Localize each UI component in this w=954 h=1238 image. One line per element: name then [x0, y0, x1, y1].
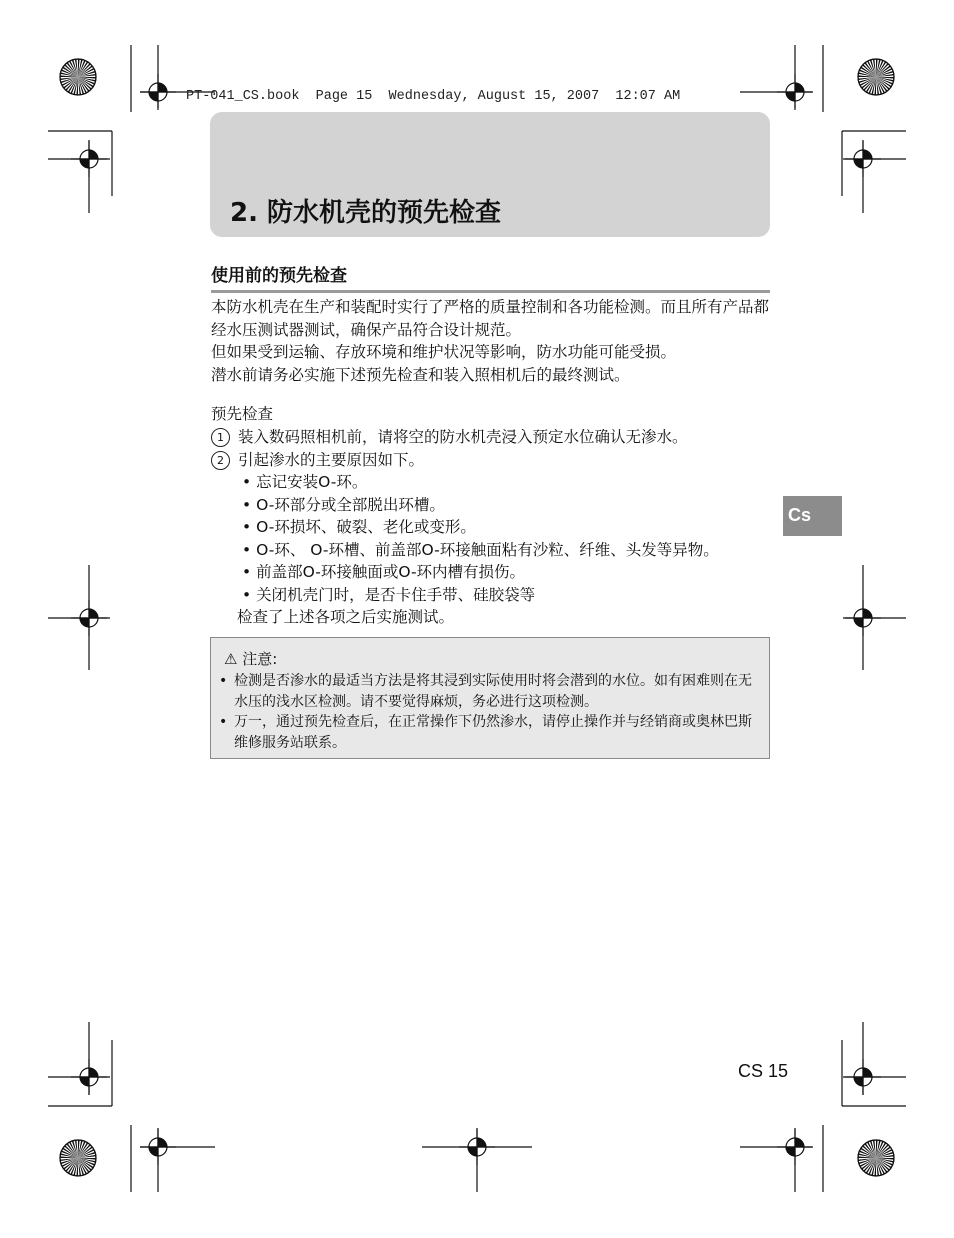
registration-mark-fill — [854, 159, 863, 168]
bullet: • — [242, 540, 252, 559]
book-header-line: PT-041_CS.book Page 15 Wednesday, August 15, 2007 12:07 AM — [186, 89, 681, 104]
chapter-number: 2. — [230, 198, 258, 228]
registration-mark-fill — [158, 83, 167, 92]
leak-cause-item — [211, 539, 781, 562]
bullet: • — [242, 495, 252, 514]
page-number: CS 15 — [738, 1061, 789, 1081]
step-number-marker: 1 — [211, 428, 230, 447]
registration-mark-fill — [795, 83, 804, 92]
registration-mark-fill — [158, 1138, 167, 1147]
caution-item-text: 检测是否渗水的最适当方法是将其浸到实际使用时将会潜到的水位。如有困难则在无水压的浅水区检测。请不要觉得麻烦，务必进行这项检测。 — [234, 673, 752, 710]
registration-mark-fill — [854, 1077, 863, 1086]
step-text: 装入数码照相机前，请将空的防水机壳浸入预定水位确认无渗水。 — [238, 428, 688, 446]
leak-cause-text: O-环、 O-环槽、前盖部O-环接触面粘有沙粒、纤维、头发等异物。 — [256, 540, 719, 559]
registration-mark-fill — [80, 1077, 89, 1086]
intro-paragraphs — [211, 296, 776, 386]
leak-cause-text: 关闭机壳门时，是否卡住手带、硅胶袋等 — [256, 585, 536, 604]
bullet: • — [242, 518, 252, 536]
intro-paragraph: 但如果受到运输、存放环境和维护状况等影响，防水功能可能受损。 — [211, 343, 677, 361]
caution-item — [219, 712, 764, 753]
leak-cause-item — [211, 494, 781, 517]
caution-title-text: 注意: — [242, 650, 278, 668]
registration-mark-fill — [795, 1138, 804, 1147]
step-number-marker: 2 — [211, 451, 230, 470]
chapter-title-box — [210, 112, 770, 237]
registration-mark-fill — [149, 92, 158, 101]
registration-mark-fill — [149, 1147, 158, 1156]
leak-cause-item — [211, 471, 781, 494]
caution-title — [224, 648, 277, 669]
precheck-heading: 预先检查 — [211, 405, 274, 423]
caution-box — [210, 637, 770, 759]
registration-mark-fill — [80, 618, 89, 627]
registration-mark-fill — [786, 92, 795, 101]
language-side-tab — [783, 496, 842, 536]
leak-cause-text: 忘记安装O-环。 — [256, 473, 368, 491]
section-heading: 使用前的预先检查 — [211, 261, 770, 293]
bullet: • — [242, 563, 252, 581]
leak-cause-text: 前盖部O-环接触面或O-环内槽有损伤。 — [256, 563, 526, 581]
registration-mark-fill — [863, 609, 872, 618]
registration-mark-fill — [89, 609, 98, 618]
registration-mark-fill — [468, 1147, 477, 1156]
bullet: • — [242, 473, 252, 491]
leak-cause-text: O-环部分或全部脱出环槽。 — [256, 495, 445, 514]
registration-mark-fill — [786, 1147, 795, 1156]
precheck-conclusion: 检查了上述各项之后实施测试。 — [237, 608, 455, 626]
leak-cause-item — [211, 584, 781, 607]
step-text: 引起渗水的主要原因如下。 — [238, 450, 425, 469]
registration-mark-fill — [477, 1138, 486, 1147]
leak-cause-item — [211, 516, 781, 539]
registration-mark-fill — [863, 1068, 872, 1077]
caution-item-text: 万一，通过预先检查后，在正常操作下仍然渗水，请停止操作并与经销商或奥林巴斯维修服务站联系。 — [234, 714, 752, 751]
precheck-list — [211, 426, 781, 629]
leak-cause-item — [211, 561, 781, 584]
bullet: • — [219, 673, 228, 689]
registration-mark-fill — [89, 150, 98, 159]
registration-mark-fill — [863, 150, 872, 159]
registration-mark-fill — [89, 1068, 98, 1077]
leak-cause-text: O-环损坏、破裂、老化或变形。 — [256, 518, 476, 536]
registration-mark-fill — [80, 159, 89, 168]
intro-paragraph: 潜水前请务必实施下述预先检查和装入照相机后的最终测试。 — [211, 365, 630, 384]
warning-triangle-icon: ⚠ — [224, 650, 238, 668]
bullet: • — [242, 585, 252, 604]
chapter-title — [230, 192, 501, 229]
registration-mark-fill — [854, 618, 863, 627]
chapter-title-text: 防水机壳的预先检查 — [267, 198, 502, 228]
precheck-step — [211, 426, 781, 449]
precheck-step — [211, 449, 781, 472]
caution-items — [219, 671, 764, 753]
caution-item — [219, 671, 764, 712]
bullet: • — [219, 714, 228, 730]
language-tab-label: Cs — [788, 505, 812, 525]
intro-paragraph: 本防水机壳在生产和装配时实行了严格的质量控制和各功能检测。而且所有产品都经水压测试器测试，确保产品符合设计规范。 — [211, 298, 770, 339]
